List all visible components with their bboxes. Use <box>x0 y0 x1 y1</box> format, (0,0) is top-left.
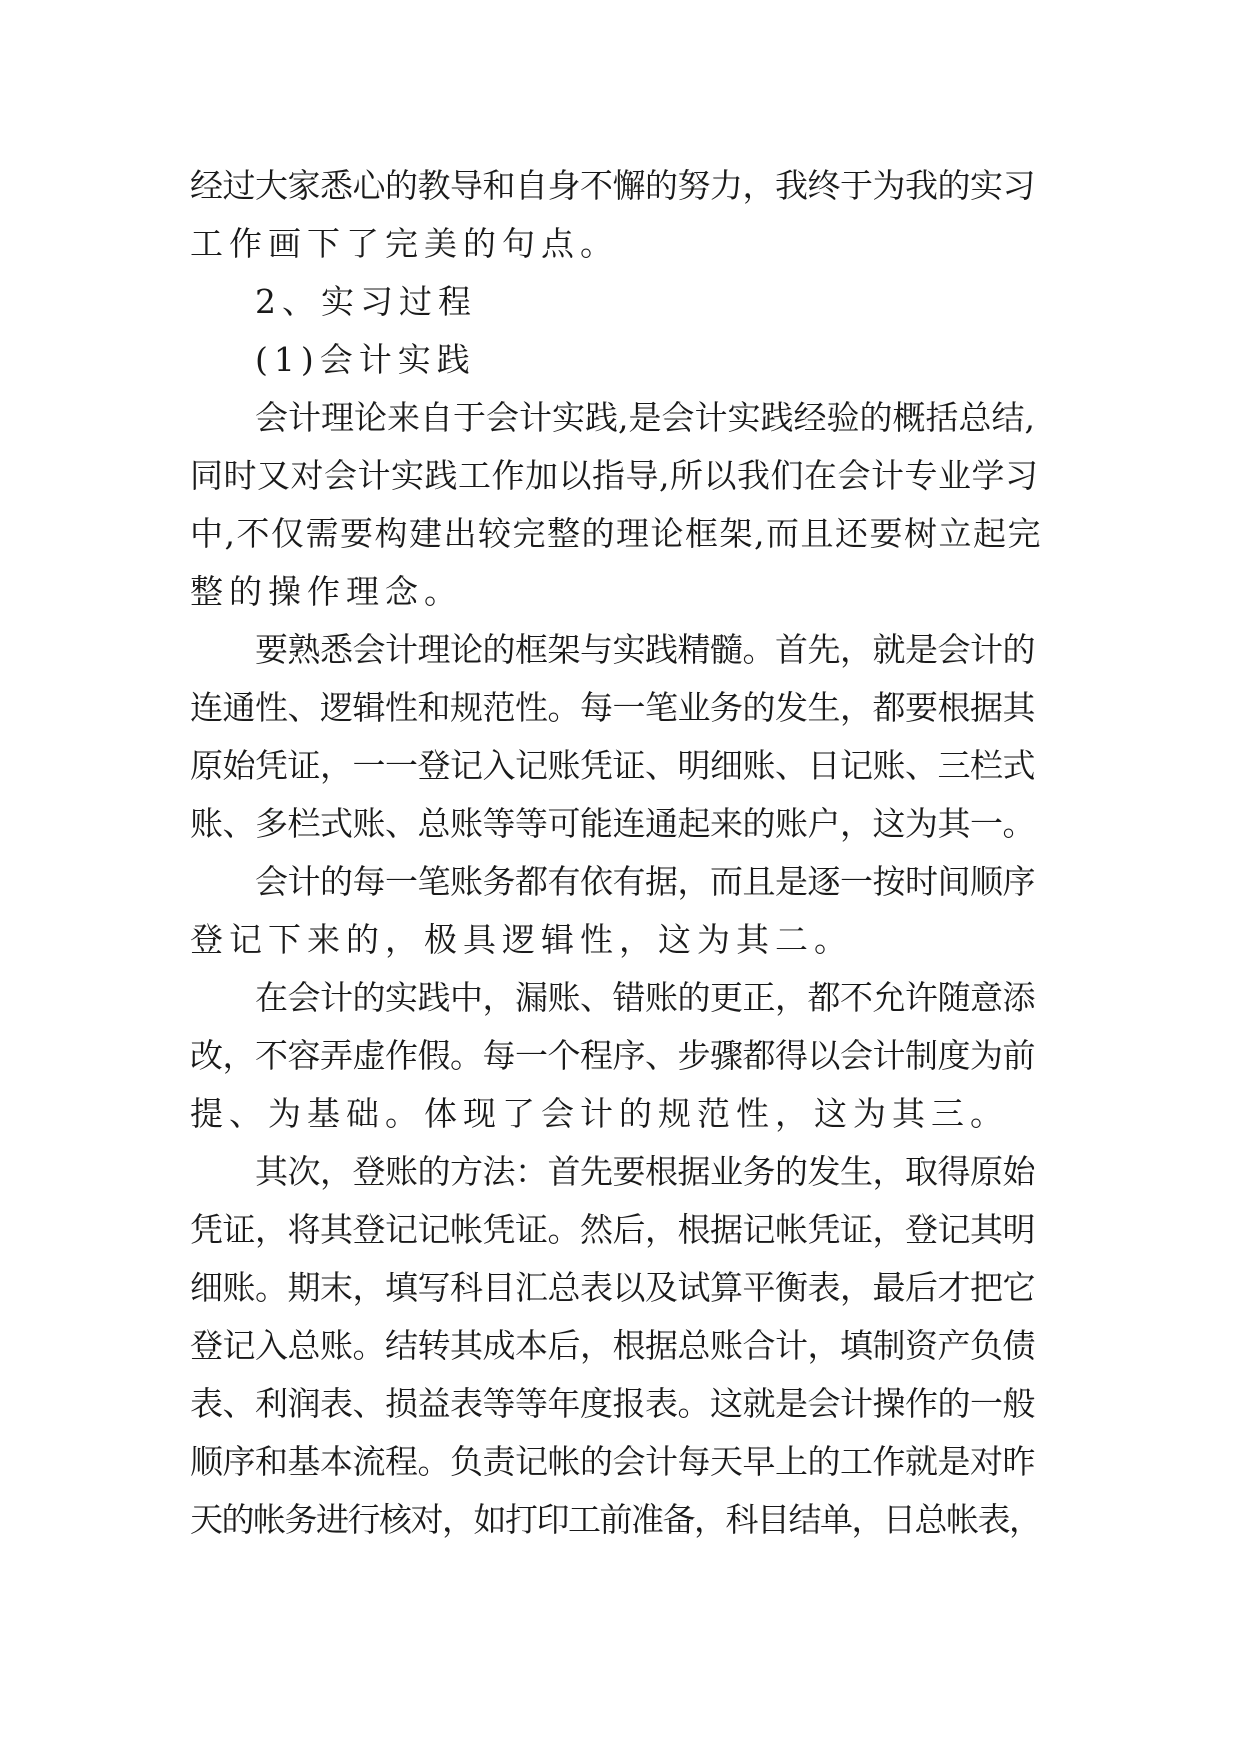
text-line: 连通性、逻辑性和规范性。每一笔业务的发生，都要根据其 <box>190 688 1035 727</box>
text-line: 会计理论来自于会计实践,是会计实践经验的概括总结, <box>255 398 1035 437</box>
section-heading: 2、实习过程 <box>255 282 477 321</box>
text-line: 工作画下了完美的句点。 <box>190 224 619 263</box>
text-line: 顺序和基本流程。负责记帐的会计每天早上的工作就是对昨 <box>190 1442 1035 1481</box>
text-line: 登记入总账。结转其成本后，根据总账合计，填制资产负债 <box>190 1326 1035 1365</box>
text-line: 原始凭证，一一登记入记账凭证、明细账、日记账、三栏式 <box>190 746 1035 785</box>
text-line: 凭证，将其登记记帐凭证。然后，根据记帐凭证，登记其明 <box>190 1210 1035 1249</box>
text-line: 提、为基础。体现了会计的规范性，这为其三。 <box>190 1094 1009 1133</box>
subsection-heading: (1)会计实践 <box>255 340 476 379</box>
text-line: 经过大家悉心的教导和自身不懈的努力，我终于为我的实习 <box>190 166 1035 205</box>
text-line: 细账。期末，填写科目汇总表以及试算平衡表，最后才把它 <box>190 1268 1035 1307</box>
text-line: 改，不容弄虚作假。每一个程序、步骤都得以会计制度为前 <box>190 1036 1035 1075</box>
text-line: 中,不仅需要构建出较完整的理论框架,而且还要树立起完 <box>190 514 1042 553</box>
text-line: 登记下来的，极具逻辑性，这为其二。 <box>190 920 853 959</box>
text-line: 在会计的实践中，漏账、错账的更正，都不允许随意添 <box>255 978 1035 1017</box>
text-line: 表、利润表、损益表等等年度报表。这就是会计操作的一般 <box>190 1384 1035 1423</box>
text-line: 同时又对会计实践工作加以指导,所以我们在会计专业学习 <box>190 456 1039 495</box>
text-line: 其次，登账的方法：首先要根据业务的发生，取得原始 <box>255 1152 1035 1191</box>
text-line: 要熟悉会计理论的框架与实践精髓。首先，就是会计的 <box>255 630 1035 669</box>
text-line: 整的操作理念。 <box>190 572 463 611</box>
text-line: 会计的每一笔账务都有依有据，而且是逐一按时间顺序 <box>255 862 1035 901</box>
text-line: 天的帐务进行核对，如打印工前准备，科目结单，日总帐表， <box>190 1500 1041 1539</box>
text-line: 账、多栏式账、总账等等可能连通起来的账户，这为其一。 <box>190 804 1035 843</box>
